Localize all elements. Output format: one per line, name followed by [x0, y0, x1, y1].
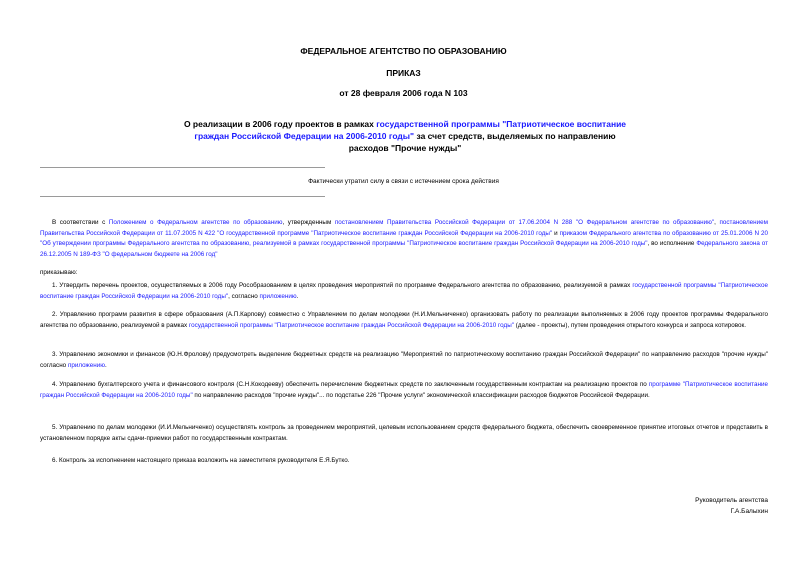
item-3 — [40, 350, 768, 371]
federal-law-link[interactable]: Федерального закона от 26.12.2005 N 189-ФЗ "О федеральном бюджете на 2006 год" — [40, 240, 768, 258]
appendix-link[interactable]: приложению — [67, 361, 105, 369]
item-text: , согласно — [228, 292, 260, 300]
divider — [40, 196, 325, 197]
item-text: 4. Управлению бухгалтерского учета и финансового контроля (С.Н.Кокодееву) обеспечить перечисление бюджетных средств по заключенным государственным контрактам на реализацию проектов по — [52, 381, 649, 388]
preamble-text: , утвержденным — [282, 219, 335, 226]
program-link[interactable]: программе "Патриотическое воспитание граждан Российской Федерации на 2006-2010 годы" — [40, 381, 768, 399]
preamble-text: и — [552, 229, 560, 237]
item-text: 3. Управлению экономики и финансов (Ю.Н.Фролову) предусмотреть выделение бюджетных средств на реализацию "Мероприятий по патриотическому воспитанию граждан Российской Федерации" по направлению расходов "прочие нужды" согласно — [40, 351, 768, 369]
program-link[interactable]: государственной программы "Патриотическое воспитание граждан Российской Федерации на 2006-2010 годы" — [40, 282, 768, 300]
preamble-text: , во исполнение — [647, 240, 697, 247]
order-20-link[interactable]: приказом Федерального агентства по образованию от 25.01.2006 N 20 "Об утверждении программы Федерального агентства по образованию, реализуемой в рамках государственной программы "Патриотическое воспитание граждан Российской Федерации на 2006-2010 годы" — [40, 229, 768, 247]
preamble-text: , — [714, 219, 720, 226]
status-note: Фактически утратил силу в связи с истечением срока действия — [308, 178, 499, 185]
program-link[interactable]: государственной программы "Патриотическое воспитание граждан Российской Федерации на 2006-2010 годы" — [188, 321, 514, 329]
signature-name: Г.А.Балыхин — [730, 508, 768, 515]
item-6: 6. Контроль за исполнением настоящего приказа возложить на заместителя руководителя Е.Я.Бутко. — [52, 457, 350, 464]
document-title — [180, 118, 630, 154]
order-word: приказываю: — [40, 269, 78, 276]
item-text: . — [296, 292, 299, 300]
item-text: 2. Управлению программ развития в сфере образования (А.П.Карпову) совместно с Управлением по делам молодежи (Н.И.Мельниченко) организовать работу по реализации выполняемых в 2006 году проектов программы Федерального агентства по образованию, реализуемой в рамках — [40, 311, 768, 329]
title-text: О реализации в 2006 году проектов в рамках — [183, 119, 377, 129]
regulation-link[interactable]: Положением о Федеральном агентстве по образованию — [108, 219, 283, 226]
resolution-422-link[interactable]: постановлением Правительства Российской Федерации от 11.07.2005 N 422 "О государственной программе "Патриотическое воспитание граждан Российской Федерации на 2006-2010 годы" — [40, 219, 769, 237]
appendix-link[interactable]: приложению — [259, 292, 297, 300]
title-text: за счет средств, выделяемых по направлению расходов "Прочие нужды" — [348, 131, 616, 153]
divider — [40, 167, 325, 168]
item-2 — [40, 310, 768, 331]
item-text: по направлению расходов "прочие нужды"... по подстатье 226 "Прочие услуги" экономической классификации расходов бюджетов Российской Федерации. — [192, 391, 650, 399]
preamble-paragraph — [40, 218, 768, 260]
item-text: (далее - проекты), путем проведения открытого конкурса и запроса котировок. — [513, 321, 747, 329]
agency-heading: ФЕДЕРАЛЬНОЕ АГЕНТСТВО ПО ОБРАЗОВАНИЮ — [300, 46, 507, 56]
doc-type-heading: ПРИКАЗ — [386, 68, 421, 78]
item-1 — [40, 281, 768, 302]
item-text: 1. Утвердить перечень проектов, осуществляемых в 2006 году Рособразованием в целях проведения мероприятий по программе Федерального агентства по образованию, реализуемой в рамках — [52, 282, 633, 289]
item-4 — [40, 380, 768, 401]
resolution-288-link[interactable]: постановлением Правительства Российской Федерации от 17.06.2004 N 288 "О Федеральном агентстве по образованию" — [334, 219, 715, 226]
preamble-text: В соответствии с — [52, 219, 109, 226]
date-number-heading: от 28 февраля 2006 года N 103 — [339, 88, 468, 98]
title-program-link[interactable]: государственной программы "Патриотическое воспитание граждан Российской Федерации на 2006-2010 годы" — [194, 119, 627, 141]
item-text: . — [104, 361, 107, 369]
signature-role: Руководитель агентства — [695, 497, 768, 504]
item-5: 5. Управлению по делам молодежи (И.И.Мельниченко) осуществлять контроль за проведением мероприятий, целевым использованием средств федерального бюджета, обеспечить своевременное принятие итоговых отчетов и представить в установленном порядке акты сдачи-приемки работ по государственным контрактам. — [40, 424, 768, 442]
